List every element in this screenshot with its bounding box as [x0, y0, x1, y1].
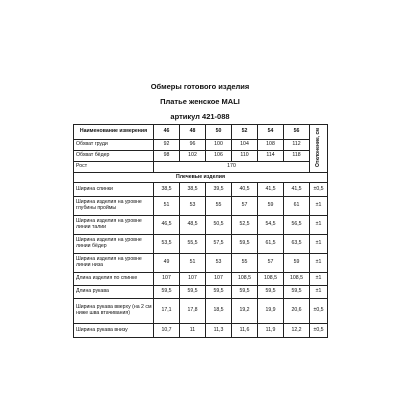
tolerance-value: ±1 — [310, 235, 328, 254]
table-row — [74, 151, 328, 162]
cell-value: 114 — [258, 151, 284, 162]
table-row — [74, 254, 328, 273]
height-row — [74, 162, 328, 173]
cell-value: 112 — [284, 140, 310, 151]
cell-value: 107 — [154, 273, 180, 286]
cell-value: 11 — [180, 324, 206, 338]
cell-value: 51 — [154, 197, 180, 216]
tolerance-header: Отклонение, см — [315, 127, 321, 167]
cell-value: 100 — [206, 140, 232, 151]
cell-value: 51 — [180, 254, 206, 273]
cell-value: 59,5 — [180, 286, 206, 299]
title-product: Платье женское MALI — [160, 97, 240, 106]
row-label: Ширина спинки — [74, 183, 154, 197]
table-row — [74, 324, 328, 338]
table-row — [74, 286, 328, 299]
cell-value: 59,5 — [258, 286, 284, 299]
header-size: 50 — [206, 125, 232, 140]
table-row — [74, 140, 328, 151]
height-label: Рост — [74, 162, 154, 173]
cell-value: 38,5 — [154, 183, 180, 197]
table-row — [74, 197, 328, 216]
cell-value: 110 — [232, 151, 258, 162]
cell-value: 59 — [258, 197, 284, 216]
cell-value: 41,5 — [258, 183, 284, 197]
table-row — [74, 299, 328, 324]
cell-value: 63,5 — [284, 235, 310, 254]
tolerance-value: ±0,5 — [310, 324, 328, 338]
tolerance-value: ±1 — [310, 254, 328, 273]
cell-value: 61,5 — [258, 235, 284, 254]
cell-value: 12,2 — [284, 324, 310, 338]
cell-value: 53,5 — [154, 235, 180, 254]
row-label: Длина изделия по спинке — [74, 273, 154, 286]
cell-value: 20,6 — [284, 299, 310, 324]
cell-value: 92 — [154, 140, 180, 151]
title-measurements: Обмеры готового изделия — [150, 82, 250, 91]
cell-value: 10,7 — [154, 324, 180, 338]
cell-value: 118 — [284, 151, 310, 162]
cell-value: 104 — [232, 140, 258, 151]
row-label: Ширина изделия на уровне линии низа — [74, 254, 154, 273]
cell-value: 59,5 — [284, 286, 310, 299]
measurement-table — [73, 124, 328, 338]
header-size: 48 — [180, 125, 206, 140]
tolerance-value: ±1 — [310, 216, 328, 235]
cell-value: 55 — [206, 197, 232, 216]
cell-value: 108,5 — [284, 273, 310, 286]
section-row — [74, 173, 328, 183]
cell-value: 57 — [258, 254, 284, 273]
row-label: Длина рукава — [74, 286, 154, 299]
header-size: 52 — [232, 125, 258, 140]
cell-value: 59 — [284, 254, 310, 273]
cell-value: 18,5 — [206, 299, 232, 324]
row-label: Ширина рукава вверху (на 2 см ниже шва втачивания) — [74, 299, 154, 324]
row-label: Ширина изделия на уровне линии талии — [74, 216, 154, 235]
row-label: Обхват груди — [74, 140, 154, 151]
header-size: 46 — [154, 125, 180, 140]
cell-value: 54,5 — [258, 216, 284, 235]
row-label: Ширина рукава внизу — [74, 324, 154, 338]
cell-value: 11,6 — [232, 324, 258, 338]
cell-value: 48,5 — [180, 216, 206, 235]
cell-value: 59,5 — [232, 235, 258, 254]
row-label: Ширина изделия на уровне линии бёдер — [74, 235, 154, 254]
cell-value: 59,5 — [232, 286, 258, 299]
height-value: 170 — [154, 162, 310, 173]
cell-value: 41,5 — [284, 183, 310, 197]
header-size: 54 — [258, 125, 284, 140]
cell-value: 59,5 — [154, 286, 180, 299]
cell-value: 55 — [232, 254, 258, 273]
cell-value: 108 — [258, 140, 284, 151]
table-row — [74, 183, 328, 197]
tolerance-value: ±1 — [310, 197, 328, 216]
tolerance-value: ±0,5 — [310, 183, 328, 197]
cell-value: 56,5 — [284, 216, 310, 235]
cell-value: 19,9 — [258, 299, 284, 324]
cell-value: 107 — [206, 273, 232, 286]
cell-value: 55,5 — [180, 235, 206, 254]
cell-value: 108,5 — [258, 273, 284, 286]
cell-value: 49 — [154, 254, 180, 273]
table-row — [74, 235, 328, 254]
cell-value: 106 — [206, 151, 232, 162]
cell-value: 40,5 — [232, 183, 258, 197]
cell-value: 102 — [180, 151, 206, 162]
cell-value: 38,5 — [180, 183, 206, 197]
tolerance-header-cell — [310, 125, 328, 173]
cell-value: 53 — [206, 254, 232, 273]
tolerance-value: ±1 — [310, 286, 328, 299]
title-article: артикул 421-088 — [170, 112, 230, 121]
cell-value: 59,5 — [206, 286, 232, 299]
cell-value: 96 — [180, 140, 206, 151]
cell-value: 11,3 — [206, 324, 232, 338]
cell-value: 52,5 — [232, 216, 258, 235]
row-label: Обхват бёдер — [74, 151, 154, 162]
tolerance-value: ±1 — [310, 273, 328, 286]
cell-value: 108,5 — [232, 273, 258, 286]
table-row — [74, 273, 328, 286]
table-row — [74, 216, 328, 235]
cell-value: 53 — [180, 197, 206, 216]
header-name: Наименование измерения — [74, 125, 154, 140]
cell-value: 11,9 — [258, 324, 284, 338]
row-label: Ширина изделия на уровне глубины проймы — [74, 197, 154, 216]
cell-value: 61 — [284, 197, 310, 216]
cell-value: 50,5 — [206, 216, 232, 235]
cell-value: 57,5 — [206, 235, 232, 254]
cell-value: 57 — [232, 197, 258, 216]
cell-value: 98 — [154, 151, 180, 162]
cell-value: 19,2 — [232, 299, 258, 324]
header-row — [74, 125, 328, 140]
cell-value: 46,5 — [154, 216, 180, 235]
header-size: 56 — [284, 125, 310, 140]
cell-value: 39,5 — [206, 183, 232, 197]
section-title: Плечевые изделия — [74, 173, 328, 183]
cell-value: 107 — [180, 273, 206, 286]
tolerance-value: ±0,5 — [310, 299, 328, 324]
cell-value: 17,1 — [154, 299, 180, 324]
cell-value: 17,8 — [180, 299, 206, 324]
document-titles — [0, 82, 400, 127]
